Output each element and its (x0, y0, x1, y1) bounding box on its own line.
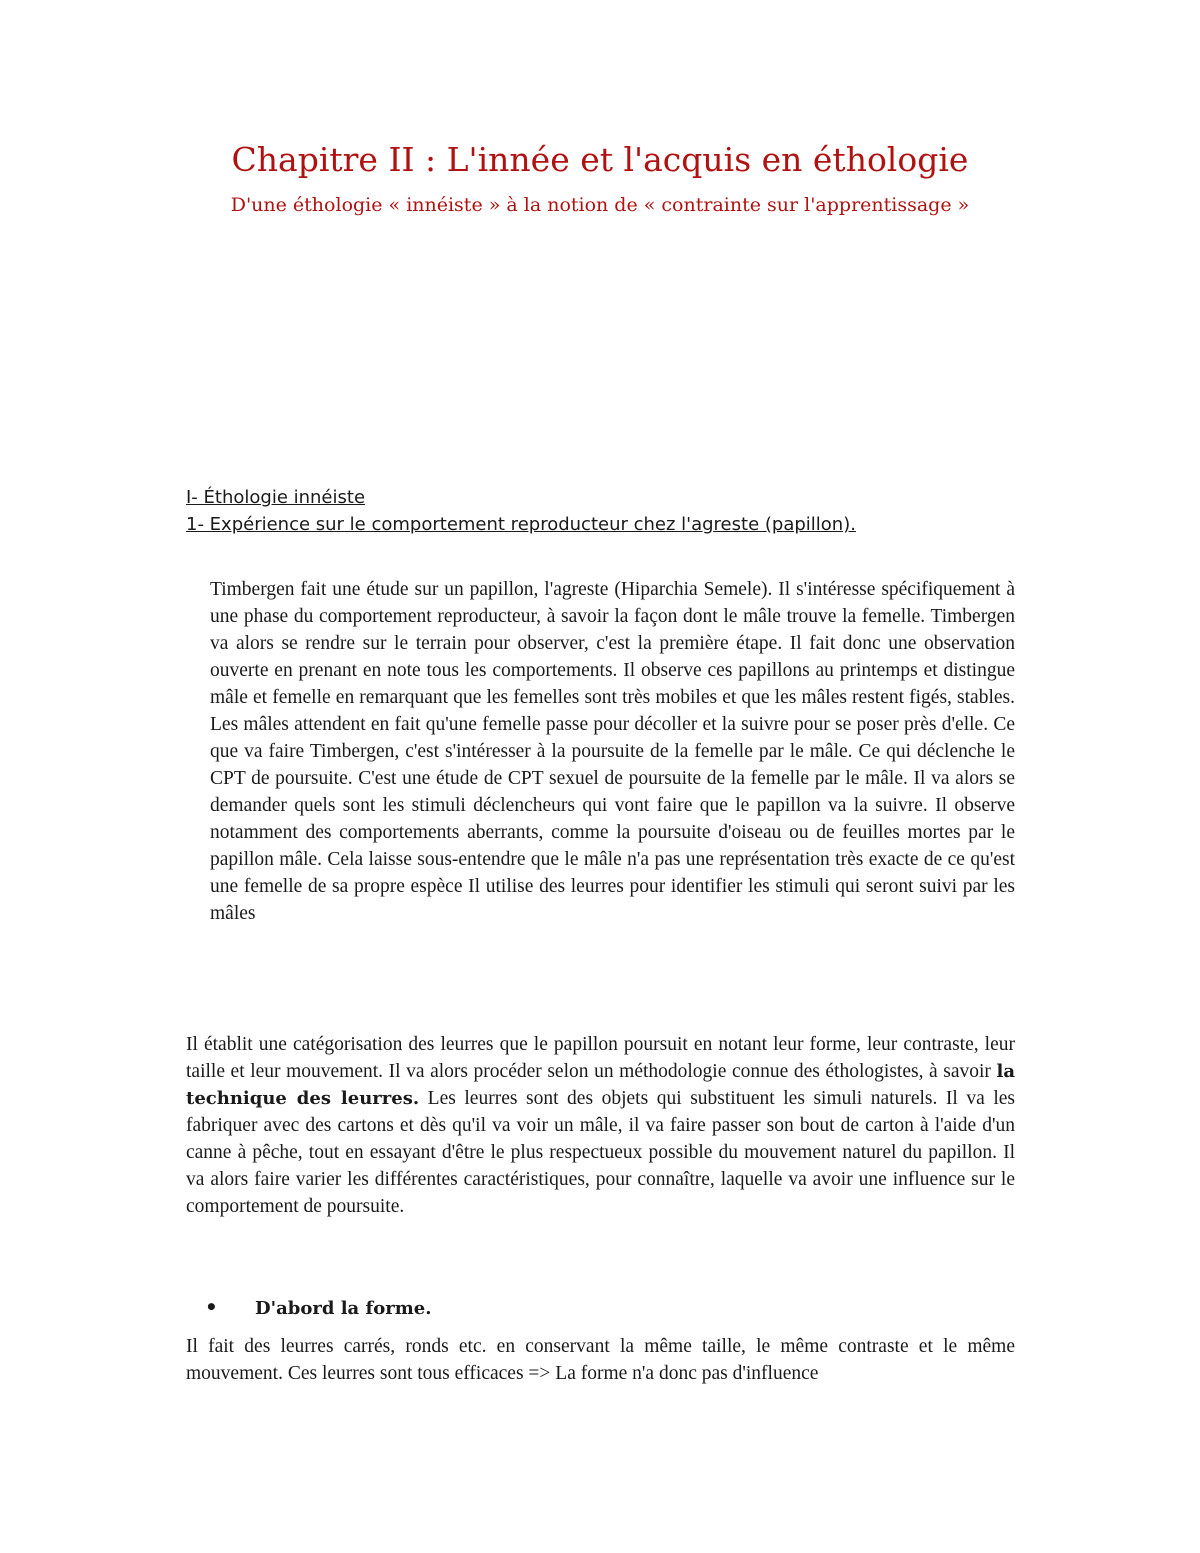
lure-technique-emphasis: la technique des leurres. (186, 1061, 1015, 1109)
subsection-heading: 1- Expérience sur le comportement reproducteur chez l'agreste (papillon). (186, 514, 856, 535)
paragraph-2-part-2: Les leurres sont des objets qui substituent les simuli naturels. Il va les fabriquer avec des cartons et dès qu'il va voir un mâle, il va faire passer son bout de carton à l'aide d'un canne à pêche, tout en essayant d'être le plus respectueux possible du mouvement naturel du papillon. Il va alors faire varier les différentes caractéristiques, pour connaître, laquelle va avoir une influence sur le comportement de poursuite. (186, 1088, 1015, 1217)
paragraph-form-lures: Il fait des leurres carrés, ronds etc. en conservant la même taille, le même contraste et le même mouvement. Ces leurres sont tous efficaces => La forme n'a donc pas d'influence (186, 1336, 1015, 1384)
chapter-title: Chapitre II : L'innée et l'acquis en éthologie (231, 140, 969, 179)
bullet-text: D'abord la forme. (255, 1298, 432, 1319)
paragraph-timbergen-study: Timbergen fait une étude sur un papillon, l'agreste (Hiparchia Semele). Il s'intéresse spécifiquement à une phase du comportement reproducteur, à savoir la façon dont le mâle trouve la femelle. Timbergen va alors se rendre sur le terrain pour observer, c'est la première étape. Il fait donc une observation ouverte en prenant en note tous les comportements. Il observe ces papillons au printemps et distingue mâle et femelle en remarquant que les femelles sont très mobiles et que les mâles restent figés, stables. Les mâles attendent en fait qu'une femelle passe pour décoller et la suivre pour se poser près d'elle. Ce que va faire Timbergen, c'est s'intéresser à la poursuite de la femelle par le mâle. Ce qui déclenche le CPT de poursuite. C'est une étude de CPT sexuel de poursuite de la femelle par le mâle. Il va alors se demander quels sont les stimuli déclencheurs qui vont faire que le papillon va la suivre. Il observe notamment des comportements aberrants, comme la poursuite d'oiseau ou de feuilles mortes par le papillon mâle. Cela laisse sous-entendre que le mâle n'a pas une représentation très exacte de ce qu'est une femelle de sa propre espèce Il utilise des leurres pour identifier les stimuli qui seront suivi par les mâles (210, 579, 1015, 924)
bullet-item-form (205, 1295, 431, 1319)
chapter-subtitle: D'une éthologie « innéiste » à la notion de « contrainte sur l'apprentissage » (230, 194, 970, 216)
bullet-icon: • (205, 1295, 218, 1319)
paragraph-lure-technique (186, 1031, 1015, 1220)
paragraph-2-part-1: Il établit une catégorisation des leurres que le papillon poursuit en notant leur forme, leur contraste, leur taille et leur mouvement. Il va alors procéder selon un méthodologie connue des éthologistes, à savoir (186, 1034, 1015, 1082)
section-heading: I- Éthologie innéiste (186, 487, 366, 508)
